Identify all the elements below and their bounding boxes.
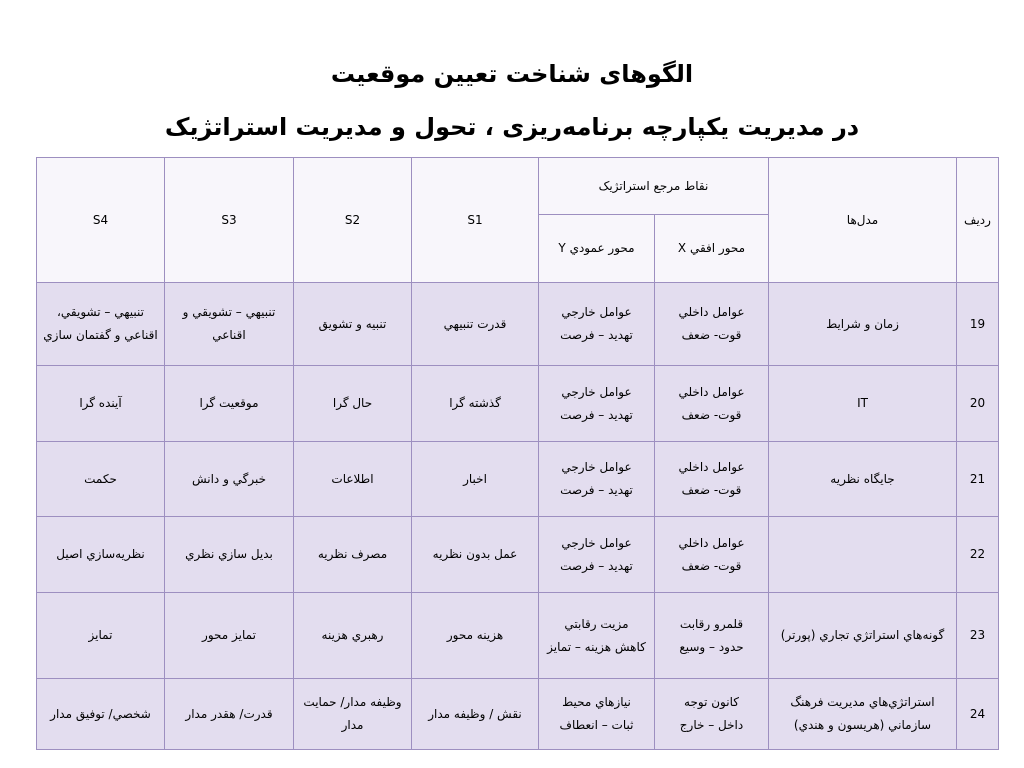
- y-axis-line: عوامل خارجي: [561, 535, 632, 550]
- header-x-axis: محور افقي X: [655, 215, 769, 282]
- table-row: [37, 592, 999, 679]
- model-name: استراتژي‌هاي مديريت فرهنگ سازماني (هريسون و هندي): [769, 679, 957, 750]
- row-number: 24: [957, 679, 999, 750]
- x-axis-cell: [655, 517, 769, 593]
- s1-cell: هزينه محور: [412, 592, 539, 679]
- header-s3: S3: [165, 158, 294, 283]
- y-axis-line: مزيت رقابتي: [564, 616, 629, 631]
- header-models: مدل‌ها: [769, 158, 957, 283]
- s4-cell: تمايز: [37, 592, 165, 679]
- x-axis-line: داخل – خارج: [679, 718, 744, 733]
- model-name: جايگاه نظريه: [769, 441, 957, 517]
- row-number: 23: [957, 592, 999, 679]
- model-name: گونه‌هاي استراتژي تجاري (پورتر): [769, 592, 957, 679]
- x-axis-line: عوامل داخلي: [678, 384, 745, 399]
- model-name: [769, 517, 957, 593]
- s4-cell: شخصي/ توفيق مدار: [37, 679, 165, 750]
- y-axis-line: تهديد – فرصت: [560, 407, 633, 422]
- s2-cell: وظيفه مدار/ حمايت مدار: [294, 679, 412, 750]
- x-axis-cell: [655, 679, 769, 750]
- s1-cell: گذشته گرا: [412, 366, 539, 442]
- row-number: 21: [957, 441, 999, 517]
- y-axis-line: نيازهاي محيط: [562, 695, 631, 710]
- s4-cell: نظريه‌سازي اصيل: [37, 517, 165, 593]
- x-axis-line: قلمرو رقابت: [679, 616, 744, 631]
- s4-cell: تنبيهي – تشويقي، اقناعي و گفتمان سازي: [37, 282, 165, 366]
- header-ref-points: نقاط مرجع استراتژیک: [539, 158, 769, 215]
- x-axis-line: قوت- ضعف: [681, 328, 742, 343]
- x-axis-cell: [655, 441, 769, 517]
- y-axis-line: ثبات – انعطاف: [559, 718, 634, 733]
- header-y-axis: محور عمودي Y: [539, 215, 655, 282]
- header-s2: S2: [294, 158, 412, 283]
- header-row-no: رديف: [957, 158, 999, 283]
- y-axis-cell: [539, 679, 655, 750]
- y-axis-line: عوامل خارجي: [561, 305, 632, 320]
- x-axis-line: عوامل داخلي: [678, 535, 745, 550]
- s3-cell: خبرگي و دانش: [165, 441, 294, 517]
- table-row: [37, 282, 999, 366]
- y-axis-cell: [539, 441, 655, 517]
- s3-cell: تنبيهي – تشويقي و اقناعي: [165, 282, 294, 366]
- s3-cell: موقعيت گرا: [165, 366, 294, 442]
- row-number: 19: [957, 282, 999, 366]
- y-axis-line: كاهش هزينه – تمايز: [547, 639, 646, 654]
- x-axis-line: قوت- ضعف: [681, 407, 742, 422]
- x-axis-line: كانون توجه: [684, 695, 739, 710]
- s2-cell: مصرف نظريه: [294, 517, 412, 593]
- row-number: 20: [957, 366, 999, 442]
- y-axis-line: عوامل خارجي: [561, 460, 632, 475]
- x-axis-line: قوت- ضعف: [681, 558, 742, 573]
- y-axis-cell: [539, 592, 655, 679]
- s1-cell: عمل بدون نظريه: [412, 517, 539, 593]
- s4-cell: آينده گرا: [37, 366, 165, 442]
- s3-cell: تمايز محور: [165, 592, 294, 679]
- y-axis-cell: [539, 366, 655, 442]
- models-table: [36, 157, 999, 750]
- y-axis-line: عوامل خارجي: [561, 384, 632, 399]
- page-title: الگوهای شناخت تعیین موقعیت: [330, 60, 694, 88]
- table-row: [37, 517, 999, 593]
- x-axis-cell: [655, 592, 769, 679]
- s2-cell: اطلاعات: [294, 441, 412, 517]
- header-row-1: [37, 158, 999, 215]
- s3-cell: بديل سازي نظري: [165, 517, 294, 593]
- model-name: زمان و شرايط: [769, 282, 957, 366]
- s3-cell: قدرت/ هقدر مدار: [165, 679, 294, 750]
- s2-cell: رهبري هزينه: [294, 592, 412, 679]
- s4-cell: حكمت: [37, 441, 165, 517]
- x-axis-cell: [655, 366, 769, 442]
- s1-cell: نقش / وظيفه مدار: [412, 679, 539, 750]
- s1-cell: اخبار: [412, 441, 539, 517]
- y-axis-cell: [539, 282, 655, 366]
- s2-cell: تنبيه و تشويق: [294, 282, 412, 366]
- s2-cell: حال گرا: [294, 366, 412, 442]
- x-axis-line: عوامل داخلي: [678, 460, 745, 475]
- x-axis-line: عوامل داخلي: [678, 305, 745, 320]
- header-s1: S1: [412, 158, 539, 283]
- x-axis-line: قوت- ضعف: [681, 483, 742, 498]
- row-number: 22: [957, 517, 999, 593]
- header-s4: S4: [37, 158, 165, 283]
- table-row: [37, 366, 999, 442]
- table-row: [37, 441, 999, 517]
- s1-cell: قدرت تنبيهي: [412, 282, 539, 366]
- table-row: [37, 679, 999, 750]
- model-name: IT: [769, 366, 957, 442]
- page-subtitle: در مدیریت یکپارچه برنامه‌ریزی ، تحول و مدیریت استراتژیک: [164, 113, 860, 141]
- y-axis-line: تهديد – فرصت: [560, 328, 633, 343]
- y-axis-cell: [539, 517, 655, 593]
- y-axis-line: تهديد – فرصت: [560, 558, 633, 573]
- x-axis-cell: [655, 282, 769, 366]
- x-axis-line: حدود – وسيع: [679, 639, 744, 654]
- y-axis-line: تهديد – فرصت: [560, 483, 633, 498]
